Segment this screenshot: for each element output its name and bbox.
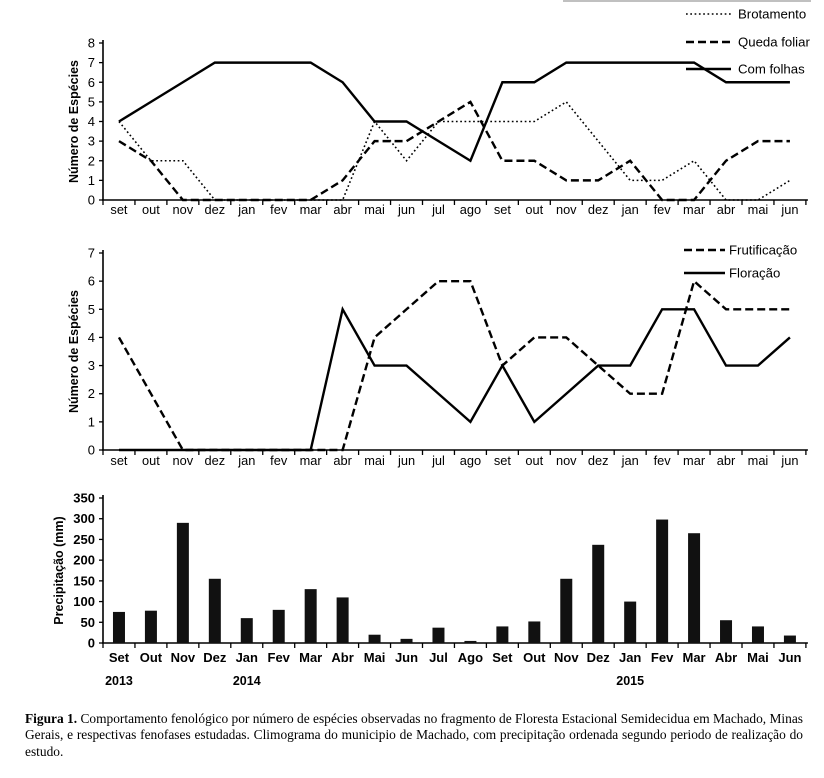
x-tick-label: jan <box>621 202 639 217</box>
precipitation-bar <box>720 620 732 643</box>
precipitation-bar <box>177 523 189 643</box>
x-tick-label: jun <box>397 202 416 217</box>
x-tick-label: mar <box>683 453 706 468</box>
precipitation-bar <box>688 533 700 643</box>
x-tick-label: Out <box>523 650 546 665</box>
x-tick-label: ago <box>459 453 482 468</box>
x-tick-label: Jan <box>235 650 258 665</box>
precipitation-bar <box>784 636 796 643</box>
x-tick-label: Out <box>139 650 163 665</box>
x-tick-label: Fev <box>650 650 674 665</box>
legend-label: Brotamento <box>738 6 807 22</box>
x-tick-label: ago <box>459 202 482 217</box>
x-tick-label: Abr <box>714 650 738 665</box>
y-tick-label: 6 <box>87 74 95 90</box>
precipitation-bar <box>273 610 285 643</box>
x-tick-label: fev <box>270 453 288 468</box>
x-tick-label: Jun <box>778 650 802 665</box>
y-tick-label: 1 <box>87 172 95 188</box>
y-tick-label: 250 <box>73 531 95 547</box>
precipitation-bar <box>592 545 604 643</box>
precipitation-bar <box>209 579 221 643</box>
year-label: 2013 <box>105 674 133 688</box>
y-axis-title: Número de Espécies <box>67 290 81 413</box>
x-tick-label: Set <box>492 650 513 665</box>
precipitation-bars <box>113 520 796 643</box>
x-tick-label: Ago <box>457 650 484 665</box>
x-tick-label: out <box>525 202 544 217</box>
y-axis-title: Precipitação (mm) <box>52 516 66 625</box>
x-tick-label: set <box>110 202 128 217</box>
phenology-reproductive-chart <box>0 232 824 478</box>
legend-label: Queda foliar <box>738 34 810 50</box>
x-tick-label: fev <box>653 453 671 468</box>
x-tick-label: abr <box>716 202 736 217</box>
y-tick-label: 0 <box>87 442 95 458</box>
x-tick-label: fev <box>653 202 671 217</box>
x-tick-label: nov <box>555 202 577 217</box>
x-tick-label: dez <box>587 453 609 468</box>
x-tick-label: jan <box>621 453 639 468</box>
x-tick-label: jul <box>432 453 445 468</box>
figure-caption <box>25 711 803 760</box>
figure-caption-label: Figura 1. <box>25 711 78 726</box>
legend-label: Com folhas <box>738 61 805 77</box>
x-tick-label: Dez <box>586 650 610 665</box>
y-tick-label: 0 <box>87 192 95 208</box>
x-tick-label: Dez <box>203 650 227 665</box>
precipitation-bar <box>464 641 476 643</box>
x-tick-label: set <box>493 453 511 468</box>
climogram-chart <box>0 478 824 712</box>
x-tick-label: jul <box>432 202 445 217</box>
x-tick-label: abr <box>333 453 352 468</box>
x-tick-label: abr <box>716 453 736 468</box>
y-tick-label: 4 <box>87 114 95 129</box>
x-tick-label: out <box>525 453 544 468</box>
x-tick-label: mai <box>747 453 769 468</box>
x-tick-label: mar <box>299 453 322 468</box>
x-tick-label: Abr <box>331 650 354 665</box>
x-tick-label: Jan <box>618 650 642 665</box>
x-tick-label: Mai <box>363 650 386 665</box>
precipitation-bar <box>113 612 125 643</box>
y-tick-label: 2 <box>87 386 95 402</box>
y-tick-label: 4 <box>87 329 95 345</box>
precipitation-bar <box>241 618 253 643</box>
y-tick-label: 1 <box>87 414 95 430</box>
y-tick-label: 150 <box>73 573 95 589</box>
x-tick-label: Jul <box>429 650 448 665</box>
precipitation-bar <box>305 589 317 643</box>
precipitation-bar <box>337 597 349 643</box>
series-solid <box>119 63 790 161</box>
y-tick-label: 50 <box>80 614 95 630</box>
x-tick-label: jan <box>238 202 256 217</box>
y-tick-label: 350 <box>73 490 95 506</box>
x-tick-label: mai <box>747 202 769 217</box>
phenology-reproductive-axes <box>67 246 808 469</box>
series-solid <box>119 309 790 450</box>
legend-label: Frutificação <box>729 242 798 258</box>
precipitation-bar <box>145 611 157 643</box>
x-tick-label: jan <box>238 453 256 468</box>
figure-caption-text: Comportamento fenológico por número de espécies observadas no fragmento de Floresta Estacional Semidecidua em Machado, Minas Gerais, e respectivas fenofases estudadas. Climograma do municipio de Machado, com precipitação ordenada segundo periodo de realização do estudo. <box>25 711 803 759</box>
x-tick-label: nov <box>555 453 577 468</box>
x-tick-label: Fev <box>267 650 290 665</box>
x-tick-label: Mai <box>747 650 769 665</box>
x-tick-label: mai <box>364 453 385 468</box>
x-tick-label: out <box>142 453 160 468</box>
x-tick-label: fev <box>270 202 288 217</box>
y-tick-label: 100 <box>73 594 95 610</box>
x-tick-label: mar <box>299 202 322 217</box>
x-tick-label: dez <box>204 453 226 468</box>
y-tick-label: 2 <box>87 153 95 169</box>
precipitation-bar <box>401 639 413 643</box>
y-tick-label: 7 <box>87 55 95 71</box>
x-tick-label: jun <box>781 202 799 217</box>
x-tick-label: set <box>110 453 128 468</box>
x-tick-label: dez <box>204 202 226 217</box>
y-tick-label: 8 <box>87 35 95 51</box>
y-tick-label: 3 <box>87 358 95 374</box>
y-tick-label: 5 <box>87 301 95 317</box>
precipitation-bar <box>656 520 668 643</box>
x-tick-label: nov <box>172 202 194 217</box>
precipitation-bar <box>560 579 572 643</box>
series-dashed <box>119 281 790 450</box>
y-tick-label: 300 <box>73 511 95 527</box>
phenology-reproductive-legend <box>684 243 797 281</box>
phenology-vegetative-axes <box>67 36 808 218</box>
precipitation-bar <box>528 621 540 643</box>
year-label: 2014 <box>232 674 261 688</box>
x-tick-label: Mar <box>682 650 706 665</box>
year-label: 2015 <box>616 674 645 688</box>
cropped-line-artifact <box>563 0 811 2</box>
y-tick-label: 200 <box>73 552 95 568</box>
precipitation-bar <box>752 626 764 643</box>
x-tick-label: nov <box>172 453 194 468</box>
phenology-vegetative-legend <box>686 7 810 77</box>
x-tick-label: Mar <box>299 650 323 665</box>
x-tick-label: jun <box>397 453 416 468</box>
y-axis-title: Número de Espécies <box>67 60 81 183</box>
x-tick-label: Nov <box>170 650 196 665</box>
legend-label: Floração <box>729 265 781 281</box>
y-tick-label: 7 <box>87 245 95 261</box>
x-tick-label: Nov <box>553 650 579 665</box>
x-tick-label: out <box>142 202 160 217</box>
phenology-vegetative-chart <box>0 0 824 232</box>
precipitation-bar <box>369 635 381 643</box>
x-tick-label: mar <box>683 202 706 217</box>
x-tick-label: mai <box>364 202 385 217</box>
y-tick-label: 0 <box>87 635 95 651</box>
y-tick-label: 3 <box>87 133 95 149</box>
x-tick-label: set <box>493 202 511 217</box>
x-tick-label: abr <box>333 202 352 217</box>
precipitation-bar <box>624 602 636 643</box>
x-tick-label: dez <box>587 202 609 217</box>
y-tick-label: 5 <box>87 94 95 110</box>
precipitation-bar <box>432 628 444 643</box>
x-tick-label: jun <box>781 453 799 468</box>
y-tick-label: 6 <box>87 273 95 289</box>
precipitation-bar <box>496 626 508 643</box>
x-tick-label: Jun <box>394 650 419 665</box>
x-tick-label: Set <box>108 650 130 665</box>
